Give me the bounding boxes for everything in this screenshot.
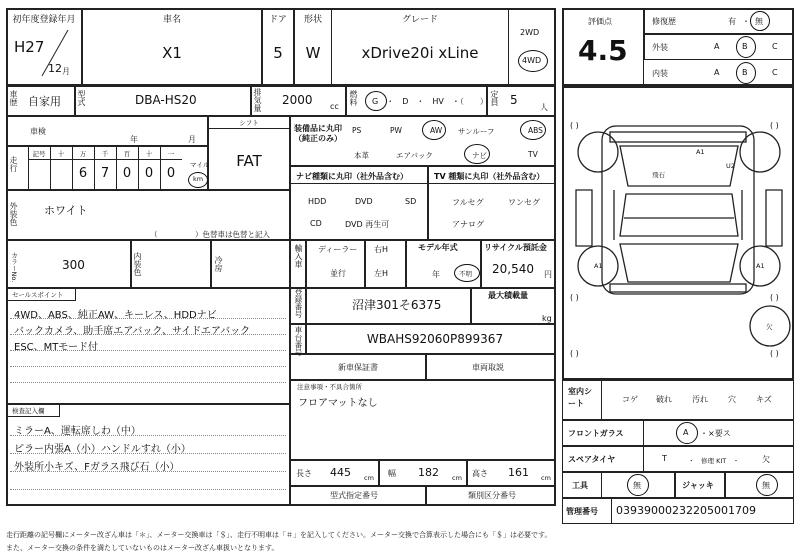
sp-rule — [10, 334, 286, 335]
ext-b: B — [742, 42, 748, 51]
mileage-col-header: 万 — [79, 150, 87, 158]
month-value: 12 — [48, 62, 62, 75]
cc-unit: cc — [330, 102, 339, 111]
divider — [470, 288, 472, 324]
fuel-options: G ・ D ・ HV ・（ ） — [372, 97, 488, 106]
bracket-mark: ( ) — [570, 293, 579, 302]
inspector-line-1: ミラーA、運転席しわ（中） — [14, 426, 141, 437]
mileage-col-header: 記号 — [32, 150, 46, 158]
warranty-row — [290, 354, 556, 380]
registration-label: 登録番号 — [294, 288, 303, 318]
import-dealer: ディーラー — [318, 245, 358, 254]
tools-value: 無 — [633, 481, 641, 490]
damage-mark-a1-top: A1 — [696, 148, 705, 156]
displacement-label: 排気量 — [253, 88, 262, 112]
divider — [425, 354, 427, 380]
tv-header: TV 種類に丸印（社外品含む） — [434, 172, 545, 181]
tools-label: 工具 — [572, 481, 588, 490]
insp-rule — [10, 435, 286, 436]
bracket-mark: ( ) — [770, 293, 779, 302]
max-load-label: 最大積載量 — [488, 291, 528, 300]
mileage-col-divider — [28, 146, 29, 190]
mileage-digit: 0 — [144, 166, 154, 181]
divider — [378, 460, 380, 486]
import-right-h: 右H — [374, 245, 389, 254]
drive-2wd: 2WD — [520, 28, 540, 37]
insp-rule — [10, 489, 286, 490]
import-label: 輸入車 — [294, 244, 303, 268]
inspector-label: 検査記入欄 — [12, 407, 45, 415]
spare-kit: ・ 修理 KIT ・ — [688, 457, 740, 465]
mileage-col-header: 十 — [145, 150, 153, 158]
navi-cd: CD — [310, 219, 322, 228]
sheet-yabure: 破れ — [656, 395, 672, 404]
vin-value: WBAHS92060P899367 — [366, 332, 504, 346]
height-value: 161 — [508, 466, 529, 479]
car-name-label: 車名 — [162, 15, 181, 25]
damage-mark-a1-right: A1 — [756, 262, 765, 270]
sp-line-1: 4WD、ABS、純正AW、キーレス、HDDナビ — [14, 310, 217, 321]
front-glass-x: ・×要ス — [700, 429, 731, 438]
divider — [74, 86, 76, 116]
ext-a: A — [714, 42, 720, 51]
mileage-digit: 0 — [166, 166, 176, 181]
sp-rule — [10, 366, 286, 367]
equipment-item: AW — [430, 126, 443, 135]
interior-sheet-label: 室内シート — [568, 387, 592, 408]
height-label: 高さ — [472, 469, 488, 478]
mileage-digit: 7 — [100, 166, 110, 181]
use-value: 自家用 — [28, 95, 61, 108]
length-cm: cm — [364, 474, 374, 482]
equipment-item: サンルーフ — [458, 127, 495, 136]
divider — [364, 240, 366, 288]
sp-line-3: ESC、MTモード付 — [14, 342, 98, 353]
month-unit: 月 — [62, 67, 70, 76]
footer-line-1: 走行距離の記号欄にメーター改ざん車は「＊」、メーター交換車は「＄」、走行不明車は「＃」を記入してください。メーター交換で合算表示した場合にも「＄」は必要です。 — [6, 531, 552, 539]
equipment-item: PS — [352, 126, 362, 135]
bracket-mark: ( ) — [770, 349, 779, 358]
jack-value: 無 — [762, 481, 770, 490]
mile-label: マイル — [190, 161, 210, 169]
int-a: A — [714, 68, 720, 77]
import-left-h: 左H — [374, 269, 389, 278]
divider — [405, 240, 407, 288]
inspection-month: 月 — [188, 135, 196, 144]
equipment-item: ABS — [528, 126, 543, 135]
spare-t: T — [662, 454, 667, 463]
mileage-col-header: 十 — [57, 150, 65, 158]
warranty-label: 新車保証書 — [338, 363, 378, 372]
tv-analog: アナログ — [452, 220, 484, 229]
color-note: （ ）色替車は色替と記入 — [150, 230, 270, 239]
divider — [674, 472, 676, 498]
recycle-label: リサイクル預託金 — [484, 243, 547, 252]
era-value: H27 — [14, 38, 45, 56]
shift-label: シフト — [239, 119, 259, 127]
score-value: 4.5 — [578, 34, 628, 67]
class-label: 類別区分番号 — [468, 491, 516, 500]
interior-label: 内装 — [652, 69, 668, 78]
capacity-unit: 人 — [540, 103, 548, 112]
sheet-yogore: 汚れ — [692, 395, 708, 404]
width-cm: cm — [452, 474, 462, 482]
mileage-digit: 6 — [78, 166, 88, 181]
inspector-block — [6, 404, 290, 506]
color-code-row — [6, 240, 290, 288]
capacity-value: 5 — [510, 93, 518, 107]
navi-header: ナビ種類に丸印（社外品含む） — [296, 172, 408, 181]
unknown-label: 不明 — [459, 270, 472, 278]
mileage-digit: 0 — [122, 166, 132, 181]
sheet-kizu: キズ — [756, 395, 772, 404]
inspection-label: 車検 — [30, 127, 46, 136]
management-label: 管理番号 — [566, 507, 598, 516]
repair-dot: ・ — [742, 17, 750, 26]
int-c: C — [772, 68, 778, 77]
grade-label: グレード — [401, 15, 438, 25]
equipment-label-text: 装備品に丸印（純正のみ） — [294, 124, 342, 143]
repair-no: 無 — [755, 17, 763, 26]
drive-cell — [508, 8, 556, 86]
equipment-label — [294, 124, 344, 144]
damage-mark-chip: 飛石 — [652, 171, 665, 179]
divider — [724, 472, 726, 498]
grade-value: xDrive20i xLine — [361, 44, 479, 62]
equipment-item: エアバック — [396, 151, 433, 160]
use-label: 車歴 — [9, 90, 18, 106]
mileage-col-header: 千 — [101, 150, 109, 158]
inspector-line-3: 外装所小キズ、Fガラス飛び石（小） — [14, 462, 180, 473]
exterior-label: 外装 — [652, 43, 668, 52]
sp-rule — [10, 382, 286, 383]
equipment-item: PW — [390, 126, 402, 135]
bracket-mark: ( ) — [570, 121, 579, 130]
divider — [305, 288, 307, 324]
body-label: 形状 — [303, 15, 322, 25]
tv-oneseg: ワンセグ — [508, 198, 540, 207]
sp-line-2: バックカメラ、助手席エアバック、サイドエアバック — [14, 326, 251, 337]
divider — [345, 86, 347, 116]
sheet-ana: 穴 — [728, 395, 736, 404]
divider — [425, 486, 427, 506]
notes-block — [290, 380, 556, 460]
sp-rule — [10, 350, 286, 351]
doors-value: 5 — [273, 44, 283, 62]
divider — [210, 240, 212, 288]
navi-sd: SD — [405, 197, 417, 206]
color-value: ホワイト — [44, 204, 88, 217]
repair-yes: 有 — [728, 17, 736, 26]
car-name-value: X1 — [162, 44, 182, 62]
ext-c: C — [772, 42, 778, 51]
divider — [466, 460, 468, 486]
capacity-label: 定員 — [490, 90, 499, 106]
notes-label: 注意事項・不具合箇所 — [297, 383, 362, 391]
kg-unit: kg — [542, 314, 552, 323]
model-year-unit: 年 — [432, 270, 440, 279]
interior-color-label: 内装色 — [133, 252, 142, 276]
import-parallel: 並行 — [330, 269, 346, 278]
length-value: 445 — [330, 466, 351, 479]
front-glass-label: フロントガラス — [568, 429, 624, 438]
bracket-mark: ( ) — [570, 349, 579, 358]
sheet-koge: コゲ — [622, 395, 638, 404]
inspector-line-2: ピラー内張A（小）ハンドルすれ（小） — [14, 444, 191, 455]
model-value: DBA-HS20 — [135, 93, 197, 107]
jack-label: ジャッキ — [682, 481, 714, 490]
shift-value: FAT — [236, 152, 262, 170]
divider — [305, 324, 307, 354]
bracket-mark: ( ) — [770, 121, 779, 130]
management-value: 03939000232205001709 — [616, 504, 756, 517]
manual-label: 車両取説 — [472, 363, 504, 372]
year-reg-label: 初年度登録年月 — [12, 15, 76, 25]
model-label: 型式 — [77, 90, 86, 106]
divider — [480, 240, 482, 288]
height-cm: cm — [541, 474, 551, 482]
tv-fullseg: フルセグ — [452, 198, 484, 207]
km-label: km — [193, 175, 204, 183]
selling-points-label: セールスポイント — [12, 291, 64, 299]
spare-none: 欠 — [762, 455, 770, 464]
mileage-header-rule — [28, 159, 182, 160]
car-diagram — [562, 86, 794, 380]
mileage-label: 走行 — [9, 156, 18, 172]
int-b: B — [742, 68, 748, 77]
damage-mark-a1-left: A1 — [594, 262, 603, 270]
width-label: 幅 — [388, 469, 396, 478]
body-value: W — [305, 44, 321, 62]
yen-unit: 円 — [544, 270, 552, 279]
type-cert-label: 型式指定番号 — [330, 491, 378, 500]
equipment-item: TV — [528, 150, 538, 159]
repair-label: 修復歴 — [652, 17, 676, 26]
color-code-label: カラーNo. — [10, 252, 18, 283]
length-label: 長さ — [296, 469, 312, 478]
doors-label: ドア — [269, 15, 287, 25]
mileage-col-header: 百 — [123, 150, 131, 158]
front-glass-a: A — [683, 428, 689, 437]
mileage-col-divider — [50, 146, 51, 190]
divider — [305, 240, 307, 288]
divider — [486, 86, 488, 116]
ac-label: 冷房 — [214, 256, 223, 272]
fuel-label: 燃料 — [349, 90, 358, 106]
score-label: 評価点 — [588, 17, 612, 26]
damage-mark-u2: U2 — [726, 162, 735, 170]
color-label: 外装色 — [9, 202, 18, 226]
recycle-value: 20,540 — [492, 262, 534, 276]
inspection-year: 年 — [130, 135, 138, 144]
navi-dvd-play: DVD 再生可 — [345, 220, 390, 229]
registration-value: 沼津301そ6375 — [352, 298, 442, 312]
footer-line-2: また、メーター交換の条件を満たしていないものはメーター改ざん車扱いとなります。 — [6, 544, 279, 552]
drive-4wd: 4WD — [522, 56, 542, 65]
navi-dvd: DVD — [355, 197, 373, 206]
insp-rule — [10, 471, 286, 472]
divider — [250, 86, 252, 116]
sp-rule — [10, 318, 286, 319]
displacement-value: 2000 — [282, 93, 313, 107]
vin-label: 車台番号 — [294, 326, 303, 356]
damage-mark-missing: 欠 — [766, 323, 773, 331]
width-value: 182 — [418, 466, 439, 479]
model-year-label: モデル年式 — [418, 243, 458, 252]
mileage-col-header: 一 — [167, 150, 175, 158]
insp-rule — [10, 453, 286, 454]
equipment-item: ナビ — [472, 151, 487, 160]
equipment-item: 本革 — [354, 151, 369, 160]
notes-text: フロアマットなし — [298, 398, 378, 409]
spare-label: スペアタイヤ — [568, 455, 616, 464]
navi-hdd: HDD — [308, 197, 327, 206]
car-outline — [576, 126, 790, 346]
color-code-value: 300 — [62, 258, 85, 272]
divider — [130, 240, 132, 288]
